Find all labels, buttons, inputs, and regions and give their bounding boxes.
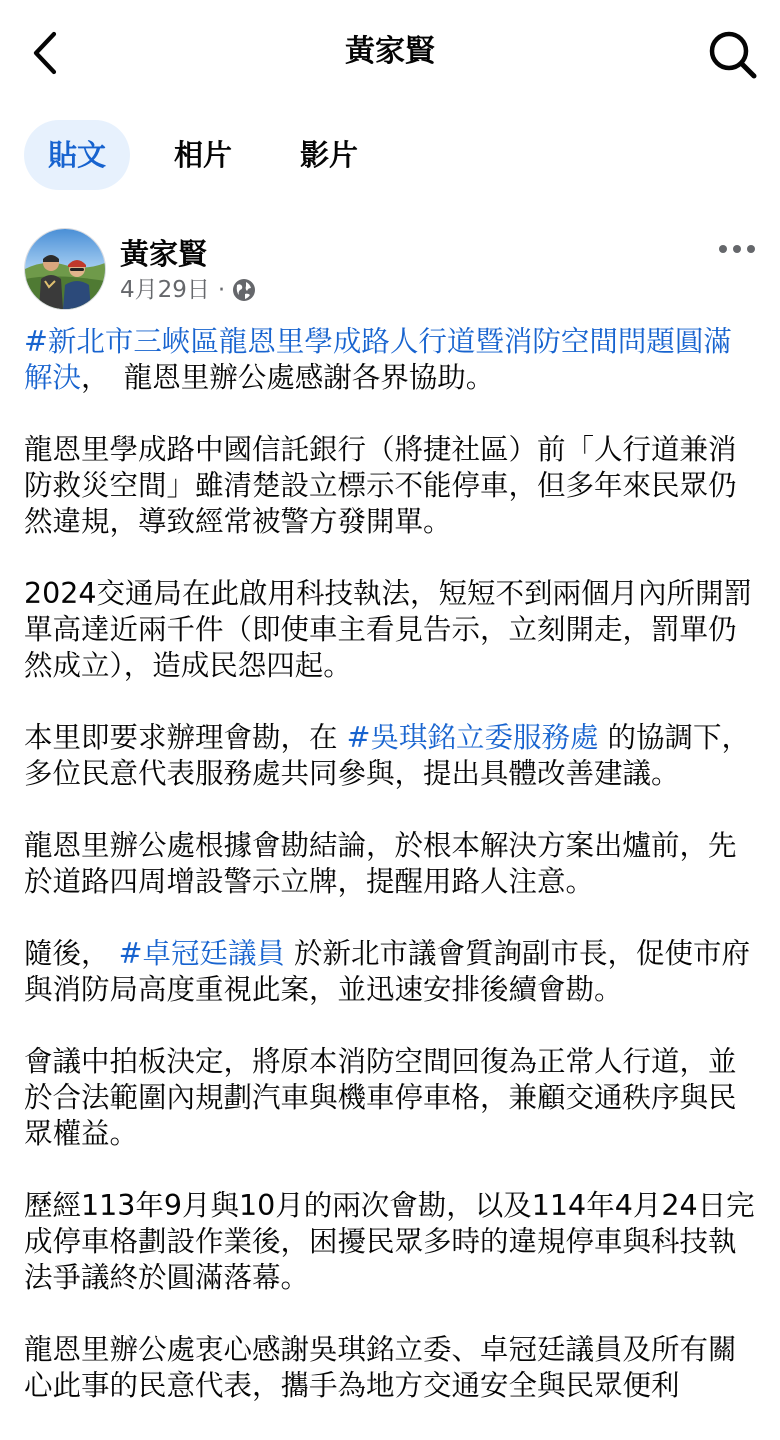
post-date[interactable]: 4月29日 [120,277,210,303]
paragraph-text: ， 龍恩里辦公處感謝各界協助。 [81,361,495,394]
profile-tabs [24,120,402,190]
meta-separator: · [217,277,226,303]
post-paragraph-4 [24,720,759,792]
paragraph-text: 隨後， [24,937,119,970]
paragraph-text: 的協調下，多位民意代表服務處共同參與，提出具體改善建議。 [24,721,751,790]
post-paragraph-7: 會議中拍板決定，將原本消防空間回復為正常人行道，並於合法範圍內規劃汽車與機車停車格，兼顧交通秩序與民眾權益。 [24,1045,737,1150]
hashtag-link[interactable]: #卓冠廷議員 [118,937,285,970]
tab-videos[interactable]: 影片 [300,138,359,172]
top-bar [0,0,780,105]
post-paragraph-1 [24,324,759,396]
post-header [24,228,759,312]
paragraph-text: 本里即要求辦理會勘，在 [24,721,347,754]
more-horizontal-icon [717,234,757,264]
globe-icon [231,277,257,303]
page-title: 黃家賢 [345,34,435,69]
post-paragraph-5: 龍恩里辦公處根據會勘結論，於根本解決方案出爐前，先於道路四周增設警示立牌，提醒用路人注意。 [24,829,737,898]
paragraph-text: 於新北市議會質詢副市長，促使市府與消防局高度重視此案，並迅速安排後續會勘。 [24,937,751,1006]
hashtag-link[interactable]: #吳琪銘立委服務處 [346,721,599,754]
avatar[interactable] [24,228,106,310]
search-icon [704,26,760,82]
profile-photo [25,229,105,309]
post-body [24,324,759,1440]
post-paragraph-2: 龍恩里學成路中國信託銀行（將捷社區）前「人行道兼消防救災空間」雖清楚設立標示不能停車，但多年來民眾仍然違規，導致經常被警方發開單。 [24,433,737,538]
author-name[interactable]: 黃家賢 [120,237,208,271]
post-meta [120,274,257,306]
post-paragraph-8: 歷經113年9月與10月的兩次會勘，以及114年4月24日完成停車格劃設作業後，困擾民眾多時的違規停車與科技執法爭議終於圓滿落幕。 [24,1189,755,1294]
tab-photos[interactable]: 相片 [174,138,233,172]
tab-posts[interactable]: 貼文 [24,120,130,190]
post-paragraph-9: 龍恩里辦公處衷心感謝吳琪銘立委、卓冠廷議員及所有關心此事的民意代表，攜手為地方交通安全與民眾便利 [24,1333,737,1402]
post-paragraph-3: 2024交通局在此啟用科技執法，短短不到兩個月內所開罰單高達近兩千件（即使車主看見告示，立刻開走，罰單仍然成立），造成民怨四起。 [24,577,753,682]
post-paragraph-6 [24,936,759,1008]
search-button[interactable] [704,26,760,82]
hashtag-link[interactable]: #新北市三峽區龍恩里學成路人行道暨消防空間問題圓滿解決 [24,325,732,394]
more-options-button[interactable] [717,234,757,264]
